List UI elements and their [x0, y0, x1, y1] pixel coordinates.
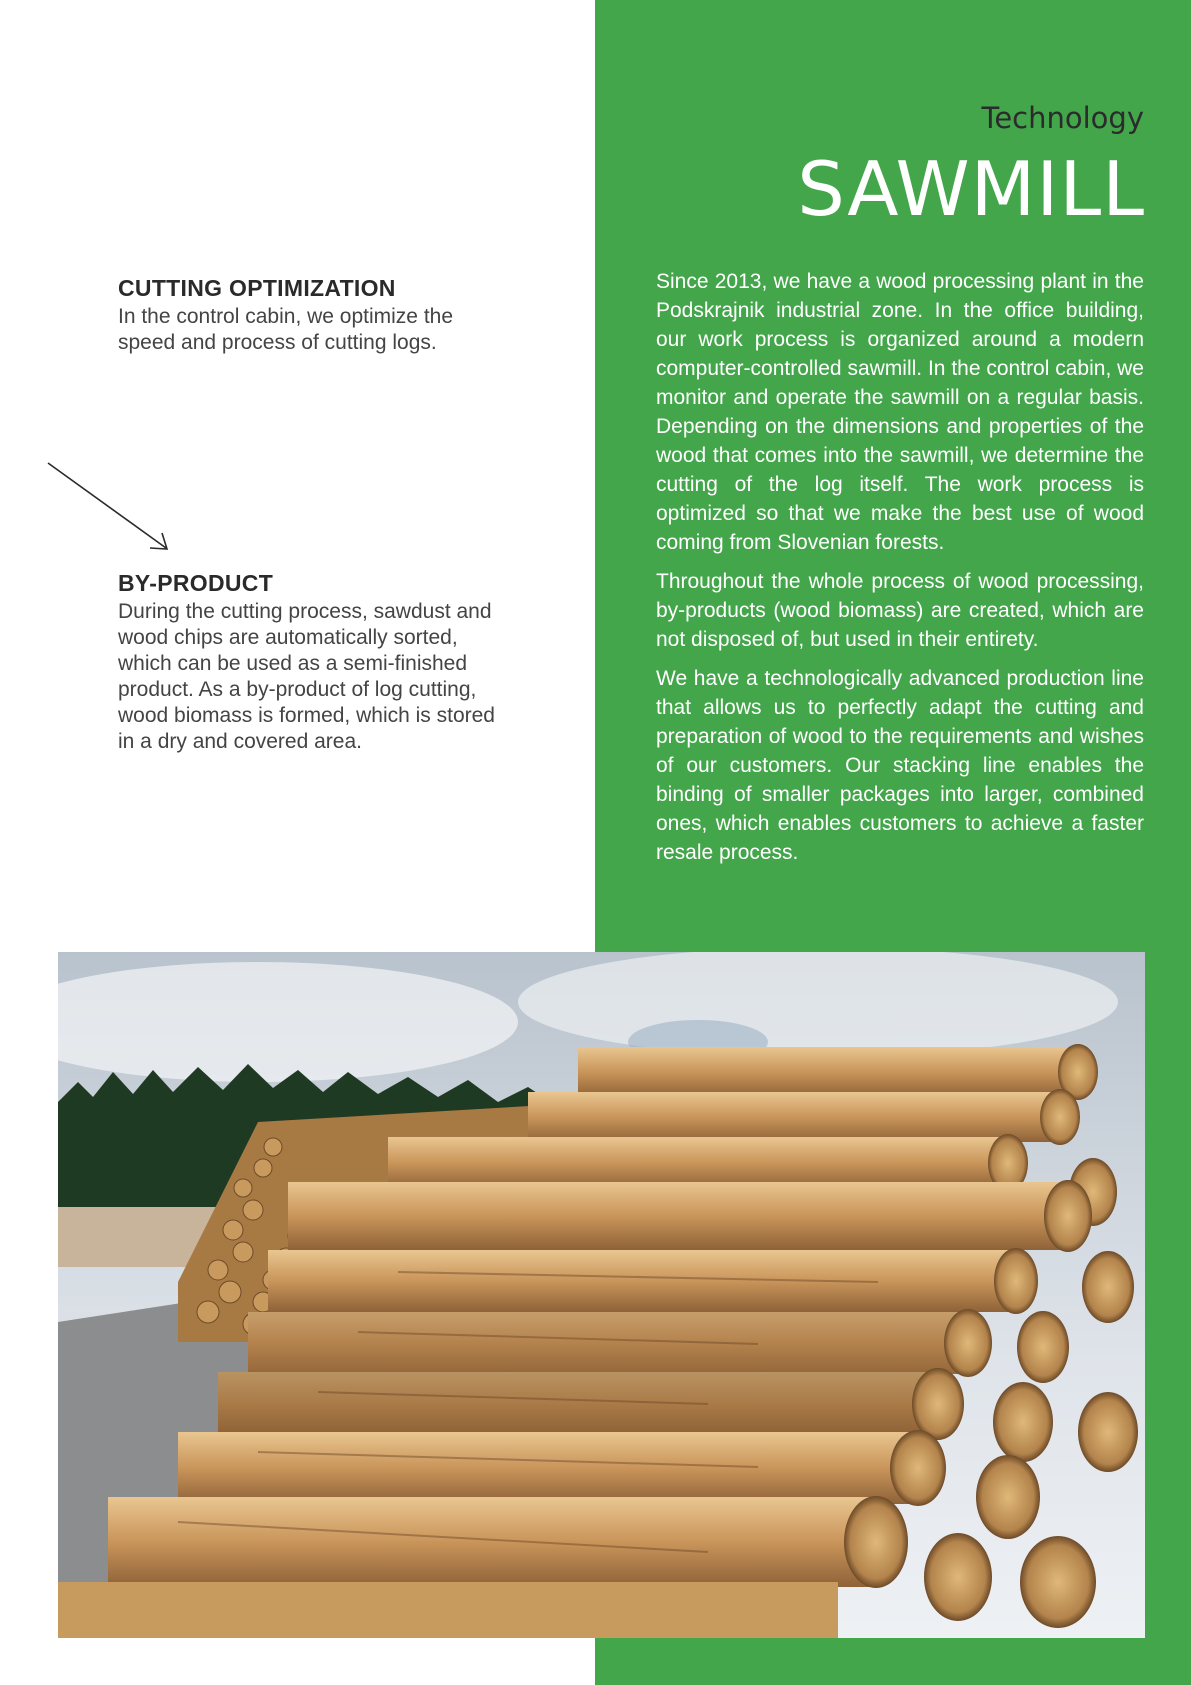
arrow-down-right-icon: [46, 460, 176, 555]
page-title: SAWMILL: [797, 145, 1145, 233]
by-product-heading: BY-PRODUCT: [118, 570, 274, 596]
body-text: [656, 267, 1144, 877]
cutting-optimization-text: In the control cabin, we optimize the speed and process of cutting logs.: [118, 305, 454, 354]
paragraph-byproducts: Throughout the whole process of wood processing, by-products (wood biomass) are created, which are not disposed of, but used in their entirety.: [656, 570, 1144, 651]
cutting-optimization-heading: CUTTING OPTIMIZATION: [118, 275, 396, 301]
section-subtitle: Technology: [981, 101, 1144, 135]
log-pile-illustration: [58, 952, 1145, 1638]
paragraph-intro: Since 2013, we have a wood processing plant in the Podskrajnik industrial zone. In the office building, our work process is organized around a modern computer-controlled sawmill. In the control cabin, we monitor and operate the sawmill on a regular basis. Depending on the dimensions and properties of the wood that comes into the sawmill, we determine the cutting of the log itself. The work process is optimized so that we make the best use of wood coming from Slovenian forests.: [656, 270, 1144, 554]
log-pile-photo: [58, 952, 1145, 1638]
cutting-optimization-block: [118, 275, 498, 356]
paragraph-production-line: We have a technologically advanced production line that allows us to perfectly adapt the cutting and preparation of wood to the requirements and wishes of our customers. Our stacking line enables the binding of smaller packages into larger, combined ones, which enables customers to achieve a faster resale process.: [656, 667, 1144, 864]
by-product-block: [118, 570, 498, 755]
by-product-text: During the cutting process, sawdust and wood chips are automatically sorted, which can be used as a semi-finished product. As a by-product of log cutting, wood biomass is formed, which is stored in a dry and covered area.: [118, 600, 495, 753]
